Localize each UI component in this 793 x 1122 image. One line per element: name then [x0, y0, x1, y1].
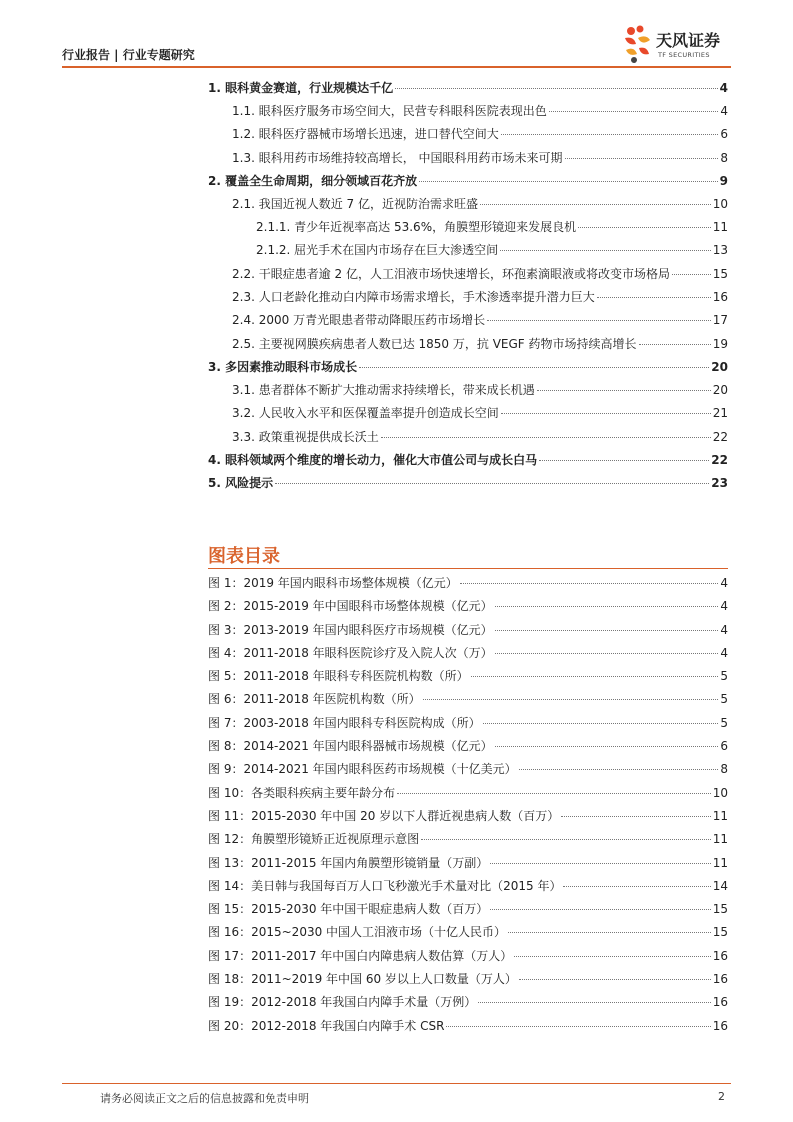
- dot-leader: [565, 158, 719, 159]
- figure-entry-title: 图 2：2015-2019 年中国眼科市场整体规模（亿元）: [208, 599, 493, 614]
- figure-entry-title: 图 9：2014-2021 年国内眼科医药市场规模（十亿美元）: [208, 762, 517, 777]
- toc-entry[interactable]: [208, 356, 728, 379]
- dot-leader: [561, 816, 711, 817]
- dot-leader: [508, 932, 711, 933]
- toc-entry-title: 3.1. 患者群体不断扩大推动需求持续增长，带来成长机遇: [232, 382, 535, 397]
- toc-entry[interactable]: [208, 286, 728, 309]
- dot-leader: [501, 134, 719, 135]
- dot-leader: [672, 274, 711, 275]
- toc-entry-page: 19: [712, 336, 728, 351]
- figure-entry-page: 5: [720, 692, 728, 707]
- logo-subtitle: TF SECURITIES: [658, 51, 710, 59]
- figure-entry[interactable]: [208, 758, 728, 781]
- toc-entry[interactable]: [208, 170, 728, 193]
- figure-entry-title: 图 8：2014-2021 年国内眼科器械市场规模（亿元）: [208, 739, 493, 754]
- figure-entry[interactable]: [208, 828, 728, 851]
- dot-leader: [421, 839, 711, 840]
- toc-entry[interactable]: [208, 379, 728, 402]
- header-divider: [62, 66, 731, 68]
- figure-entry-page: 10: [712, 785, 728, 800]
- figure-entry-page: 16: [712, 972, 728, 987]
- toc-entry[interactable]: [208, 77, 728, 100]
- dot-leader: [597, 297, 711, 298]
- toc-entry-page: 4: [720, 104, 728, 118]
- toc-entry-page: 17: [712, 313, 728, 328]
- toc-entry[interactable]: [208, 263, 728, 286]
- figure-entry[interactable]: [208, 642, 728, 665]
- toc-entry-title: 4. 眼科领域两个维度的增长动力，催化大市值公司与成长白马: [208, 452, 538, 467]
- figures-heading: 图表目录: [208, 546, 280, 567]
- toc-entry-title: 2.5. 主要视网膜疾病患者人数已达 1850 万，抗 VEGF 药物市场持续高增长: [232, 336, 637, 351]
- figure-entry[interactable]: [208, 991, 728, 1014]
- dot-leader: [480, 204, 711, 205]
- toc-entry[interactable]: [208, 100, 728, 123]
- figure-entry[interactable]: [208, 595, 728, 618]
- figure-entry[interactable]: [208, 665, 728, 688]
- toc-entry-page: 13: [712, 243, 728, 258]
- figure-entry-page: 4: [720, 576, 728, 590]
- figure-entry-title: 图 14：美日韩与我国每百万人口飞秒激光手术量对比（2015 年）: [208, 878, 562, 893]
- figure-entry-page: 16: [712, 995, 728, 1010]
- figure-entry-title: 图 10：各类眼科疾病主要年龄分布: [208, 785, 396, 800]
- toc-entry-title: 2.1. 我国近视人数近 7 亿，近视防治需求旺盛: [232, 196, 478, 211]
- figure-entry-title: 图 5：2011-2018 年眼科专科医院机构数（所）: [208, 669, 469, 684]
- dot-leader: [501, 413, 711, 414]
- figure-entry[interactable]: [208, 875, 728, 898]
- toc-entry-title: 2.4. 2000 万青光眼患者带动降眼压药市场增长: [232, 313, 486, 328]
- figure-entry-title: 图 15：2015-2030 年中国干眼症患病人数（百万）: [208, 902, 489, 917]
- toc-entry-title: 5. 风险提示: [208, 475, 274, 490]
- dot-leader: [490, 909, 710, 910]
- figure-entry-title: 图 12：角膜塑形镜矫正近视原理示意图: [208, 832, 420, 847]
- figure-entry-page: 11: [712, 855, 728, 870]
- toc-entry-title: 1.2. 眼科医疗器械市场增长迅速，进口替代空间大: [232, 127, 499, 142]
- dot-leader: [639, 344, 711, 345]
- dot-leader: [495, 746, 719, 747]
- toc-entry[interactable]: [208, 333, 728, 356]
- logo-mark-icon: [622, 24, 652, 64]
- figure-entry-title: 图 4：2011-2018 年眼科医院诊疗及入院人次（万）: [208, 645, 493, 660]
- dot-leader: [549, 111, 719, 112]
- dot-leader: [471, 676, 719, 677]
- figure-entry[interactable]: [208, 782, 728, 805]
- dot-leader: [446, 1026, 710, 1027]
- toc-entry-page: 15: [712, 266, 728, 281]
- dot-leader: [514, 956, 710, 957]
- dot-leader: [460, 583, 719, 584]
- toc-entry-title: 2.1.1. 青少年近视率高达 53.6%，角膜塑形镜迎来发展良机: [256, 220, 577, 235]
- dot-leader: [519, 769, 719, 770]
- figure-entry-title: 图 7：2003-2018 年国内眼科专科医院构成（所）: [208, 715, 481, 730]
- figure-entry[interactable]: [208, 921, 728, 944]
- toc-entry[interactable]: [208, 193, 728, 216]
- figure-entry-page: 4: [720, 599, 728, 614]
- dot-leader: [578, 227, 711, 228]
- toc-entry-title: 1.1. 眼科医疗服务市场空间大，民营专科眼科医院表现出色: [232, 104, 547, 118]
- dot-leader: [487, 320, 711, 321]
- toc-entry-page: 20: [711, 359, 728, 374]
- dot-leader: [381, 437, 711, 438]
- figure-entry-title: 图 11：2015-2030 年中国 20 岁以下人群近视患病人数（百万）: [208, 808, 560, 823]
- dot-leader: [423, 699, 719, 700]
- toc-entry-title: 2.2. 干眼症患者逾 2 亿，人工泪液市场快速增长，环孢素滴眼液或将改变市场格局: [232, 266, 670, 281]
- footer-disclaimer: 请务必阅读正文之后的信息披露和免责申明: [100, 1092, 309, 1105]
- toc-entry[interactable]: [208, 402, 728, 425]
- dot-leader: [478, 1002, 710, 1003]
- figure-entry-title: 图 17：2011-2017 年中国白内障患病人数估算（万人）: [208, 948, 513, 963]
- toc-entry[interactable]: [208, 449, 728, 472]
- dot-leader: [395, 88, 718, 89]
- figure-entry[interactable]: [208, 619, 728, 642]
- toc-entry-title: 3.2. 人民收入水平和医保覆盖率提升创造成长空间: [232, 406, 499, 421]
- dot-leader: [495, 606, 719, 607]
- toc-entry-page: 21: [712, 406, 728, 421]
- figure-entry[interactable]: [208, 712, 728, 735]
- figures-list: [208, 572, 728, 1038]
- dot-leader: [539, 460, 709, 461]
- toc-entry[interactable]: [208, 309, 728, 332]
- toc-entry[interactable]: [208, 426, 728, 449]
- dot-leader: [419, 181, 718, 182]
- dot-leader: [519, 979, 711, 980]
- figure-entry-page: 5: [720, 715, 728, 730]
- logo-name: 天风证券: [656, 31, 721, 50]
- dot-leader: [359, 367, 709, 368]
- figure-entry-page: 6: [720, 739, 728, 754]
- figure-entry-page: 4: [720, 622, 728, 637]
- figure-entry-title: 图 16：2015~2030 中国人工泪液市场（十亿人民币）: [208, 925, 507, 940]
- dot-leader: [537, 390, 711, 391]
- figures-heading-divider: [208, 568, 728, 569]
- toc-entry[interactable]: [208, 147, 728, 170]
- toc-entry-page: 10: [712, 196, 728, 211]
- page-number: 2: [718, 1090, 725, 1103]
- figure-entry[interactable]: [208, 572, 728, 595]
- figure-entry-page: 15: [712, 902, 728, 917]
- dot-leader: [495, 630, 719, 631]
- toc-entry[interactable]: [208, 216, 728, 239]
- toc-entry-page: 22: [711, 452, 728, 467]
- figure-entry-title: 图 6：2011-2018 年医院机构数（所）: [208, 692, 421, 707]
- toc-entry-title: 1.3. 眼科用药市场维持较高增长， 中国眼科用药市场未来可期: [232, 150, 563, 165]
- figure-entry[interactable]: [208, 898, 728, 921]
- figure-entry-title: 图 13：2011-2015 年国内角膜塑形镜销量（万副）: [208, 855, 489, 870]
- figure-entry[interactable]: [208, 1015, 728, 1038]
- toc-entry[interactable]: [208, 123, 728, 146]
- toc-entry-page: 4: [719, 81, 728, 95]
- figure-entry-page: 16: [712, 1018, 728, 1033]
- toc-entry-page: 9: [719, 173, 728, 188]
- toc-entry-title: 2. 覆盖全生命周期，细分领域百花齐放: [208, 173, 418, 188]
- toc-entry-page: 16: [712, 290, 728, 305]
- toc-entry-page: 23: [711, 475, 728, 490]
- toc-entry-page: 22: [712, 429, 728, 444]
- figure-entry-title: 图 20：2012-2018 年我国白内障手术 CSR: [208, 1018, 445, 1033]
- figure-entry[interactable]: [208, 805, 728, 828]
- figure-entry-page: 16: [712, 948, 728, 963]
- dot-leader: [397, 793, 711, 794]
- report-header-label: 行业报告 | 行业专题研究: [62, 48, 195, 62]
- figure-entry[interactable]: [208, 735, 728, 758]
- dot-leader: [563, 886, 710, 887]
- toc-entry-page: 6: [720, 127, 728, 142]
- toc-entry[interactable]: [208, 472, 728, 495]
- dot-leader: [490, 863, 710, 864]
- toc-entry-title: 3.3. 政策重视提供成长沃土: [232, 429, 379, 444]
- toc-entry-page: 8: [720, 150, 728, 165]
- toc-entry-title: 3. 多因素推动眼科市场成长: [208, 359, 358, 374]
- figure-entry-page: 11: [712, 832, 728, 847]
- figure-entry-title: 图 19：2012-2018 年我国白内障手术量（万例）: [208, 995, 477, 1010]
- toc-entry-page: 11: [712, 220, 728, 235]
- table-of-contents: [208, 77, 728, 495]
- footer-divider: [62, 1083, 731, 1084]
- dot-leader: [500, 250, 711, 251]
- figure-entry[interactable]: [208, 688, 728, 711]
- figure-entry[interactable]: [208, 852, 728, 875]
- figure-entry-page: 5: [720, 669, 728, 684]
- figure-entry-page: 4: [720, 645, 728, 660]
- company-logo: [622, 24, 742, 68]
- toc-entry-title: 1. 眼科黄金赛道，行业规模达千亿: [208, 81, 394, 95]
- figure-entry[interactable]: [208, 945, 728, 968]
- toc-entry-title: 2.1.2. 屈光手术在国内市场存在巨大渗透空间: [256, 243, 499, 258]
- toc-entry-page: 20: [712, 382, 728, 397]
- figure-entry-page: 8: [720, 762, 728, 777]
- figure-entry-title: 图 1：2019 年国内眼科市场整体规模（亿元）: [208, 576, 458, 590]
- figure-entry-title: 图 3：2013-2019 年国内眼科医疗市场规模（亿元）: [208, 622, 493, 637]
- dot-leader: [483, 723, 719, 724]
- figure-entry-page: 14: [712, 878, 728, 893]
- toc-entry[interactable]: [208, 239, 728, 262]
- figure-entry-page: 11: [712, 808, 728, 823]
- dot-leader: [275, 483, 709, 484]
- figure-entry[interactable]: [208, 968, 728, 991]
- figure-entry-title: 图 18：2011~2019 年中国 60 岁以上人口数量（万人）: [208, 972, 517, 987]
- toc-entry-title: 2.3. 人口老龄化推动白内障市场需求增长，手术渗透率提升潜力巨大: [232, 290, 595, 305]
- dot-leader: [495, 653, 719, 654]
- figure-entry-page: 15: [712, 925, 728, 940]
